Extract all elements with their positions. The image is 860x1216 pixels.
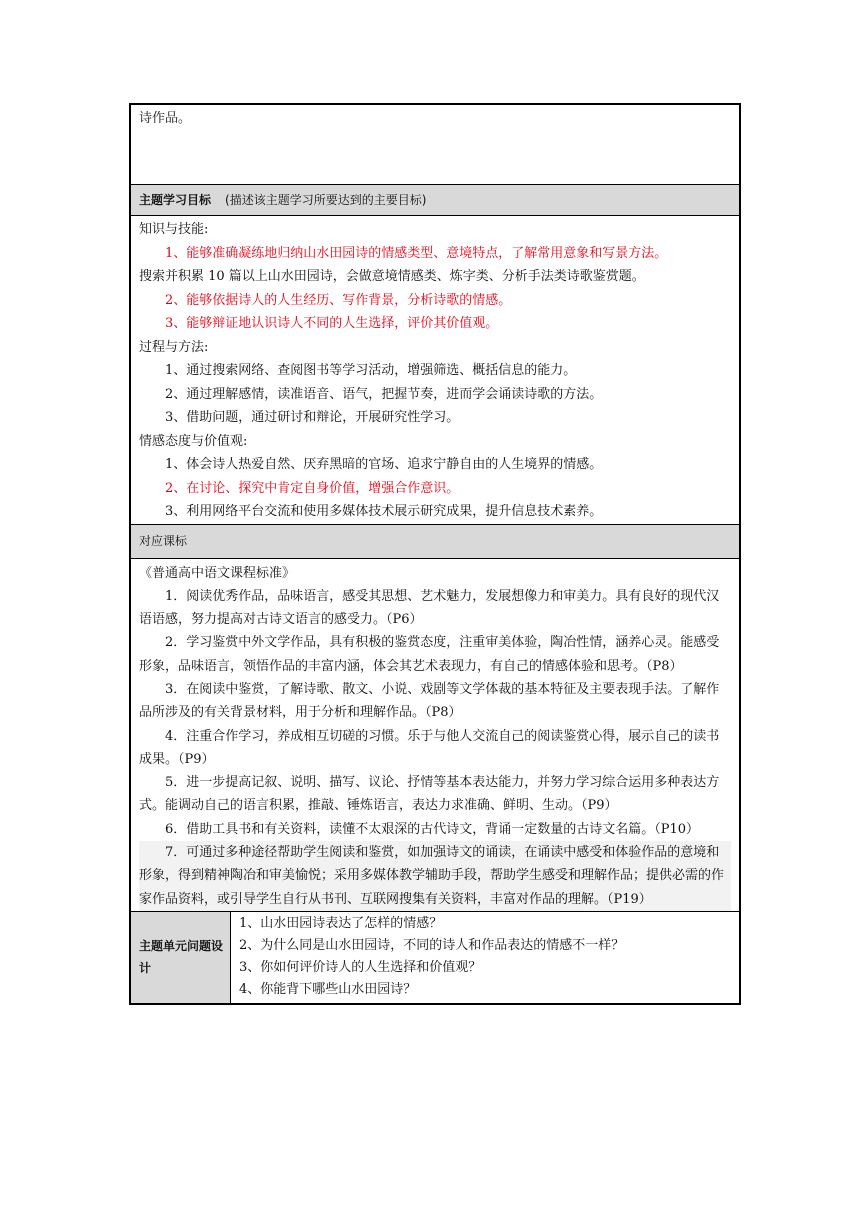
standard-item-3: 3．在阅读中鉴赏，了解诗歌、散文、小说、戏剧等文学体裁的基本特征及主要表现手法。了解作品所涉及的有关背景材料，用于分析和理解作品。（P8） <box>139 681 720 721</box>
knowledge-item-3: 3、能够辩证地认识诗人不同的人生选择，评价其价值观。 <box>165 316 499 331</box>
question-item-4: 4、你能背下哪些山水田园诗？ <box>239 981 417 997</box>
process-item-2: 2、通过理解感情，读准语音、语气，把握节奏，进而学会诵读诗歌的方法。 <box>165 386 603 402</box>
standards-body <box>131 559 739 912</box>
standard-item-5: 5．进一步提高记叙、说明、描写、议论、抒情等基本表达能力，并努力学习综合运用多种表达方式。能调动自己的语言积累，推敲、锤炼语言，表达力求准确、鲜明、生动。（P9） <box>139 775 720 814</box>
questions-list <box>231 912 739 1003</box>
standard-item-2: 2．学习鉴赏中外文学作品，具有积极的鉴赏态度，注重审美体验，陶冶性情，涵养心灵。能感受形象，品味语言，领悟作品的丰富内涵，体会其艺术表现力，有自己的情感体验和思考。（P8） <box>139 635 720 674</box>
questions-row <box>131 912 739 1003</box>
intro-text: 诗作品。 <box>139 111 192 126</box>
process-item-3: 3、借助问题，通过研讨和辩论，开展研究性学习。 <box>165 410 460 425</box>
knowledge-item-1: 1、能够准确凝练地归纳山水田园诗的情感类型、意境特点，了解常用意象和写景方法。 <box>165 245 668 261</box>
emotion-item-1: 1、体会诗人热爱自然、厌弃黑暗的官场、追求宁静自由的人生境界的情感。 <box>165 457 603 472</box>
lesson-plan-table <box>129 103 741 1005</box>
question-item-1: 1、山水田园诗表达了怎样的情感？ <box>239 915 443 931</box>
standard-item-7: 7．可通过多种途径帮助学生阅读和鉴赏，如加强诗文的诵读，在诵读中感受和体验作品的意境和形象，得到精神陶冶和审美愉悦；采用多媒体教学辅助手段，帮助学生感受和理解作品；提供必需的作家作品资料，或引导学生自行从书刊、互联网搜集有关资料，丰富对作品的理解。（P19） <box>139 841 731 911</box>
knowledge-item-1-cont: 搜索并积累 10 篇以上山水田园诗，会做意境情感类、炼字类、分析手法类诗歌鉴赏题。 <box>139 269 645 284</box>
question-item-2: 2、为什么同是山水田园诗，不同的诗人和作品表达的情感不一样？ <box>239 937 625 953</box>
standard-item-4: 4．注重合作学习，养成相互切磋的习惯。乐于与他人交流自己的阅读鉴赏心得，展示自己的读书成果。（P9） <box>139 728 720 767</box>
knowledge-title: 知识与技能: <box>139 222 209 237</box>
emotion-item-2: 2、在讨论、探究中肯定自身价值，增强合作意识。 <box>165 480 460 496</box>
intro-cell <box>131 105 739 185</box>
standards-title: 《普通高中语文课程标准》 <box>139 565 296 581</box>
objectives-body <box>131 216 739 525</box>
process-title: 过程与方法: <box>139 339 209 355</box>
objectives-title: 主题学习目标 <box>139 193 212 207</box>
standard-item-6: 6．借助工具书和有关资料，读懂不太艰深的古代诗文，背诵一定数量的古诗文名篇。（P10） <box>165 821 700 837</box>
question-item-3: 3、你如何评价诗人的人生选择和价值观？ <box>239 959 482 975</box>
knowledge-item-2: 2、能够依据诗人的人生经历、写作背景，分析诗歌的情感。 <box>165 292 512 308</box>
emotion-item-3: 3、利用网络平台交流和使用多媒体技术展示研究成果，提升信息技术素养。 <box>165 504 603 519</box>
objectives-note: (描述该主题学习所要达到的主要目标) <box>225 193 427 207</box>
standards-header <box>131 525 739 559</box>
standards-header-label: 对应课标 <box>139 534 188 548</box>
emotion-title: 情感态度与价值观: <box>139 433 248 449</box>
questions-label: 主题单元问题设计 <box>131 912 231 1003</box>
objectives-header <box>131 185 739 216</box>
process-item-1: 1、通过搜索网络、查阅图书等学习活动，增强筛选、概括信息的能力。 <box>165 363 577 378</box>
standard-item-1: 1．阅读优秀作品，品味语言，感受其思想、艺术魅力，发展想像力和审美力。具有良好的现代汉语语感，努力提高对古诗文语言的感受力。（P6） <box>139 588 720 628</box>
